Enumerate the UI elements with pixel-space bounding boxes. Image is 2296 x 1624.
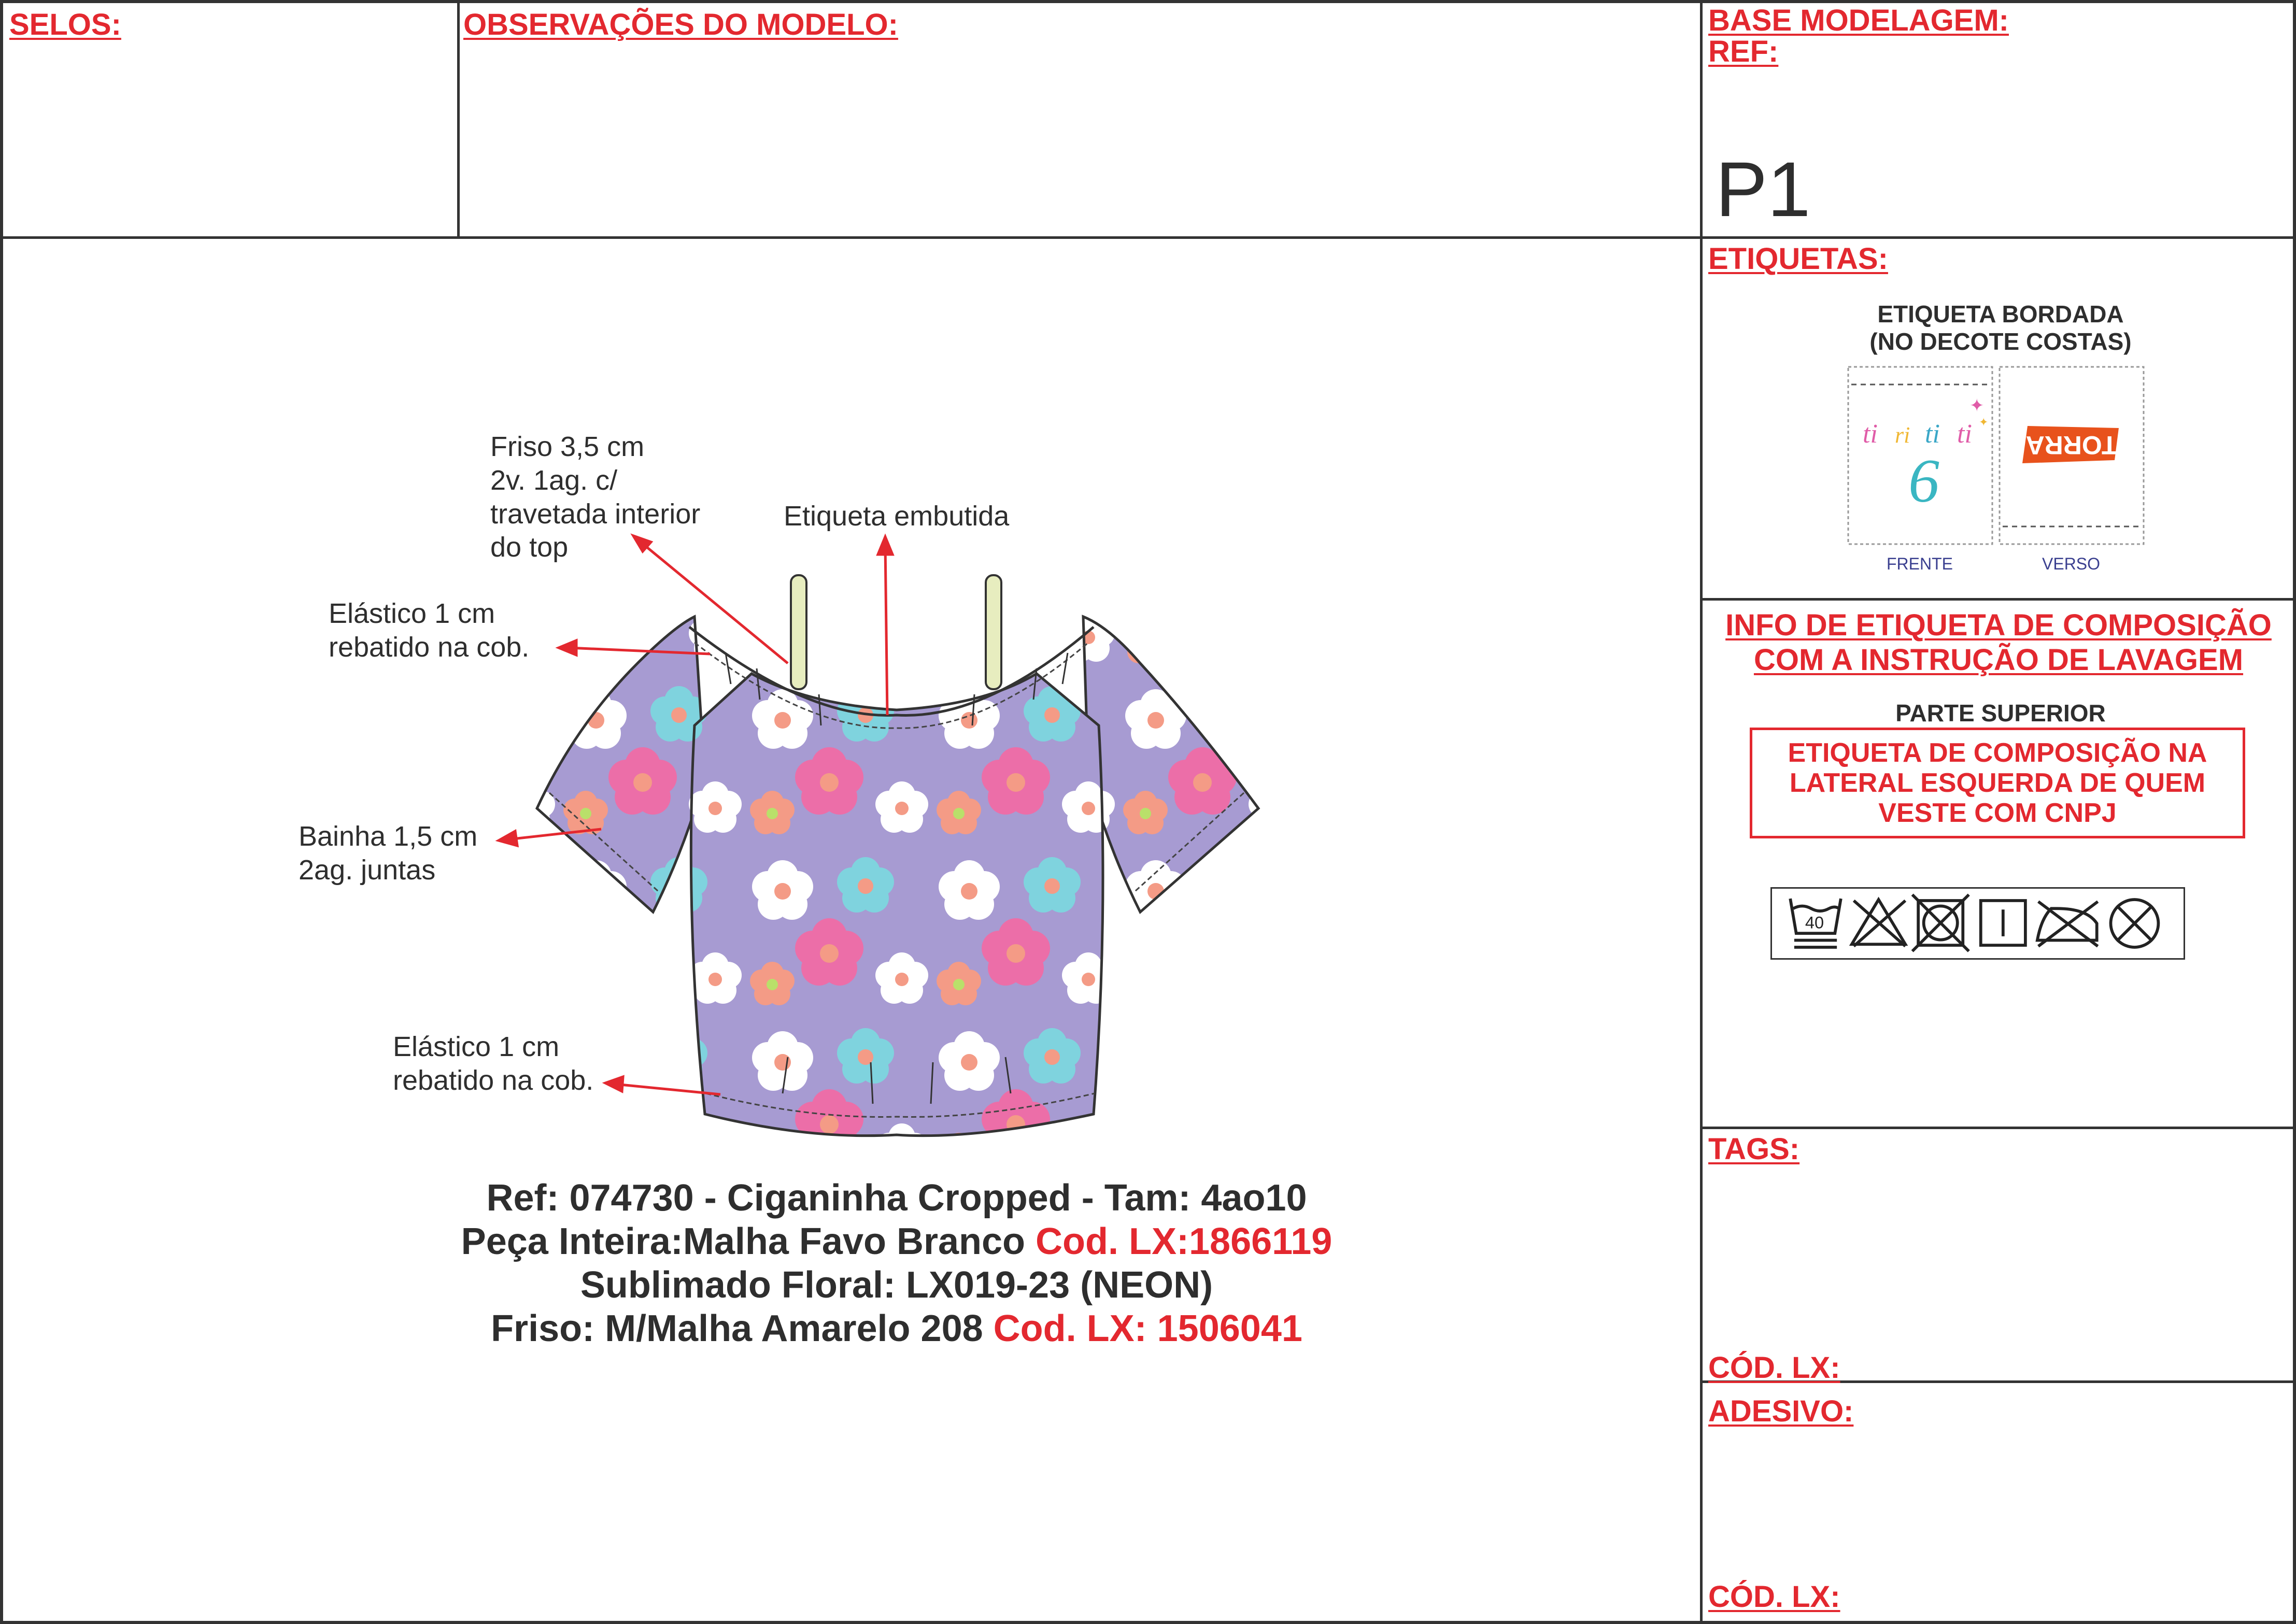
sparkle-icon-small: ✦ <box>1979 416 1989 429</box>
etiquetas-heading: ETIQUETAS: <box>1708 242 1888 276</box>
annotation-friso-line4: do top <box>490 532 569 563</box>
spec-line-ref: Ref: 074730 - Ciganinha Cropped - Tam: 4ao10 <box>486 1177 1307 1219</box>
composicao-title <box>1708 608 2289 677</box>
spec-peca-cod: Cod. LX:1866119 <box>1036 1221 1333 1262</box>
care-symbols <box>1770 887 2185 960</box>
wash-40-icon <box>1790 899 1841 947</box>
ref-heading: REF: <box>1708 35 1779 68</box>
composicao-box-line2: LATERAL ESQUERDA DE QUEM <box>1789 767 2206 798</box>
back-caption: VERSO <box>2042 554 2101 573</box>
spec-line-peca <box>363 1220 1430 1263</box>
composicao-box-line1: ETIQUETA DE COMPOSIÇÃO NA <box>1788 737 2207 768</box>
wash-temp: 40 <box>1805 913 1824 932</box>
adesivo-cod: CÓD. LX: <box>1708 1580 1840 1614</box>
logo-number: 6 <box>1908 446 1939 515</box>
annotation-etiqueta: Etiqueta embutida <box>784 501 1010 532</box>
sparkle-icon: ✦ <box>1969 396 1985 416</box>
base-modelagem-heading: BASE MODELAGEM: <box>1708 4 2009 37</box>
sleeve-right <box>1083 617 1258 912</box>
logo-letter-3: ti <box>1925 419 1940 449</box>
annotation-elastico-bottom <box>393 1030 593 1098</box>
logo-letter-1: ti <box>1863 419 1878 449</box>
garment-body <box>691 674 1103 1136</box>
frame-bottom <box>0 1621 2296 1624</box>
line-dry-icon <box>1981 901 2025 945</box>
logo-letter-2: ri <box>1895 422 1910 448</box>
annotation-elastico-top-line2: rebatido na cob. <box>329 631 530 663</box>
annotation-friso <box>490 430 700 564</box>
etiqueta-bordada-line1: ETIQUETA BORDADA <box>1877 301 2124 327</box>
annotation-elastico-bottom-line1: Elástico 1 cm <box>393 1031 560 1062</box>
strap-right <box>986 575 1001 689</box>
annotation-friso-line1: Friso 3,5 cm <box>490 431 645 462</box>
etiqueta-bordada-line2: (NO DECOTE COSTAS) <box>1869 327 2132 355</box>
label-back <box>1999 366 2145 545</box>
logo-letter-4: ti <box>1957 419 1972 449</box>
no-tumble-dry-icon <box>1912 894 1969 951</box>
annotation-friso-line3: travetada interior <box>490 498 701 530</box>
composicao-box-line3: VESTE COM CNPJ <box>1878 798 2117 829</box>
sleeve-left <box>537 617 705 912</box>
observacoes-heading: OBSERVAÇÕES DO MODELO: <box>463 8 898 41</box>
no-iron-icon <box>2037 902 2098 946</box>
spec-line-friso <box>363 1307 1430 1350</box>
annotation-bainha-line2: 2ag. juntas <box>299 854 436 886</box>
selos-heading: SELOS: <box>9 8 121 41</box>
etiqueta-bordada-title <box>1814 301 2187 355</box>
spec-block <box>363 1176 1430 1350</box>
adesivo-heading: ADESIVO: <box>1708 1394 1854 1428</box>
composicao-box <box>1750 728 2245 838</box>
composicao-title-line2: COM A INSTRUÇÃO DE LAVAGEM <box>1753 643 2244 677</box>
torra-logo: TORRA <box>2025 431 2118 460</box>
spec-peca-text: Peça Inteira:Malha Favo Branco <box>461 1221 1036 1262</box>
annotation-elastico-bottom-line2: rebatido na cob. <box>393 1064 594 1096</box>
no-bleach-icon <box>1852 900 1905 946</box>
spec-friso-text: Friso: M/Malha Amarelo 208 <box>491 1308 994 1349</box>
divider-etiquetas <box>1700 598 2296 601</box>
strap-left <box>791 575 806 689</box>
composicao-title-line1: INFO DE ETIQUETA DE COMPOSIÇÃO <box>1725 608 2272 642</box>
tags-cod: CÓD. LX: <box>1708 1351 1840 1385</box>
base-value: P1 <box>1716 146 1811 233</box>
annotation-bainha <box>299 820 477 887</box>
parte-superior: PARTE SUPERIOR <box>1895 700 2106 726</box>
annotation-elastico-top <box>329 597 529 664</box>
tags-heading: TAGS: <box>1708 1132 1800 1166</box>
spec-line-sublimado: Sublimado Floral: LX019-23 (NEON) <box>580 1264 1213 1306</box>
annotation-bainha-line1: Bainha 1,5 cm <box>299 821 478 852</box>
no-dry-clean-icon <box>2111 900 2159 947</box>
annotation-elastico-top-line1: Elástico 1 cm <box>329 598 495 629</box>
divider-tags <box>1700 1127 2296 1129</box>
front-caption: FRENTE <box>1887 554 1953 573</box>
label-front <box>1847 366 1993 545</box>
spec-friso-cod: Cod. LX: 1506041 <box>993 1308 1302 1349</box>
annotation-friso-line2: 2v. 1ag. c/ <box>490 464 618 496</box>
